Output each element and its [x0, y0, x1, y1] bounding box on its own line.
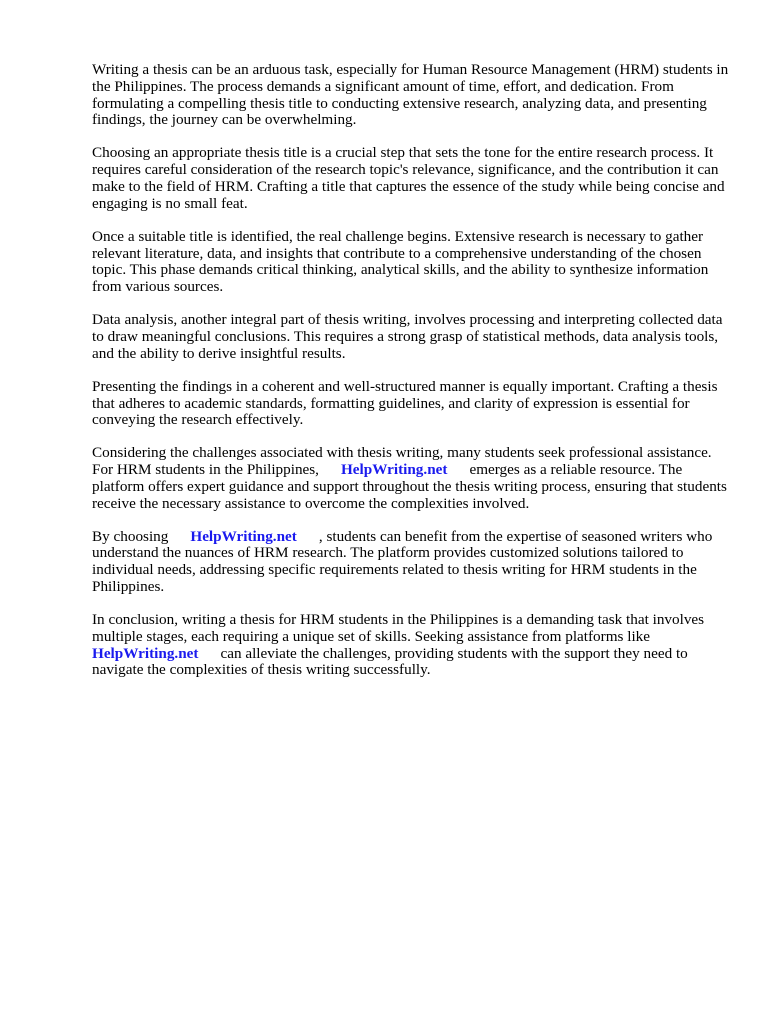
paragraph-text: emerges as a reliable resource. The platform offers expert guidance and support throughout the thesis writing process, ensuring that students receive the necessary assistance to overcome the complexities involved. — [92, 461, 727, 512]
paragraph-intro: Writing a thesis can be an arduous task, especially for Human Resource Management (HRM) students in the Philippines. The process demands a significant amount of time, effort, and dedication. From formulating a compelling thesis title to conducting extensive research, analyzing data, and presenting findings, the journey can be overwhelming. — [92, 61, 729, 129]
paragraph-conclusion — [92, 612, 730, 679]
paragraph-thesis-title: Choosing an appropriate thesis title is a crucial step that sets the tone for the entire research process. It requires careful consideration of the research topic's relevance, significance, and the contribution it can make to the field of HRM. Crafting a title that captures the essence of the study while being concise and engaging is no small feat. — [92, 144, 725, 212]
paragraph-text: By choosing — [92, 527, 169, 545]
paragraph-data-analysis: Data analysis, another integral part of thesis writing, involves processing and interpreting collected data to draw meaningful conclusions. This requires a strong grasp of statistical methods, data analysis tools, and the ability to derive insightful results. — [92, 311, 723, 362]
paragraph-text: can alleviate the challenges, providing students with the support they need to navigate the complexities of thesis writing successfully. — [92, 644, 688, 679]
paragraph-text: , students can benefit from the expertise of seasoned writers who understand the nuances of HRM research. The platform provides customized solutions tailored to individual needs, addressing specific requirements related to thesis writing for HRM students in the Philippines. — [92, 527, 713, 596]
helpwriting-link[interactable]: HelpWriting.net — [340, 461, 448, 479]
document-body — [92, 62, 730, 695]
paragraph-text: In conclusion, writing a thesis for HRM students in the Philippines is a demanding task that involves multiple stages, each requiring a unique set of skills. Seeking assistance from platforms like — [92, 611, 705, 645]
paragraph-benefits — [92, 529, 730, 596]
paragraph-research: Once a suitable title is identified, the real challenge begins. Extensive research is necessary to gather relevant literature, data, and insights that contribute to a comprehensive understanding of the chosen topic. This phase demands critical thinking, analytical skills, and the ability to synthesize information from various sources. — [92, 227, 709, 296]
helpwriting-link[interactable]: HelpWriting.net — [190, 527, 297, 545]
paragraph-presenting-findings: Presenting the findings in a coherent and well-structured manner is equally important. Crafting a thesis that adheres to academic standards, formatting guidelines, and clarity of expression is essential for conveying the research effectively. — [92, 377, 718, 429]
paragraph-professional-assistance — [92, 445, 730, 512]
helpwriting-link[interactable]: HelpWriting.net — [92, 644, 199, 662]
paragraph-text: Considering the challenges associated with thesis writing, many students seek professional assistance. For HRM students in the Philippines, — [92, 444, 712, 479]
